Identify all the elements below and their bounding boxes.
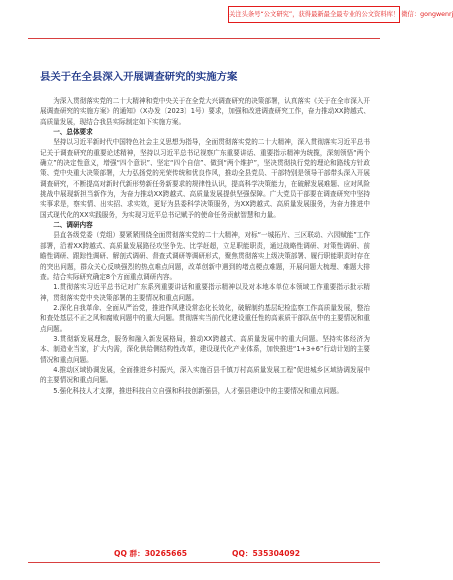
footer-rule [28, 562, 380, 563]
qq-number-label: QQ：535304092 [232, 549, 301, 558]
body-paragraph: 坚持以习近平新时代中国特色社会主义思想为指导，全面贯彻落实党的二十大精神，深入贯彻落实习近平总书记关于调查研究的重要论述精神，坚持以习近平总书记视察广东重要讲话、重要指示精神为统揽，深刻领悟“两个确立”的决定性意义，增强“四个意识”、坚定“四个自信”、做到“两个维护”，坚决贯彻执行党的理论和路线方针政策、党中央重大决策部署，大力弘扬党的光荣传统和优良作风，推动全县党员、干部特别是领导干部带头深入开展调查研究，不断提高对新时代新形势新任务新要求的规律性认识，提高科学决策能力，在破解发展难题、应对风险挑战中展现新担当新作为，为奋力推动XX跨越式、高质量发展提供坚强保障。广大党员干部要在调查研究中坚持实事求是，察实情、出实招、求实效，更好为县委科学决策服务，为XX跨越式、高质量发展服务，为奋力推进中国式现代化的XX实践服务，为实现习近平总书记赋予的使命任务贡献智慧和力量。 [40, 138, 370, 219]
promo-banner: 关注头条号“公文研究”，获得最新最全最专业的公文资料库！ 微信：gongwenrj [228, 6, 400, 23]
qq-group-label: QQ 群：30265665 [114, 549, 188, 558]
section-heading: 一、总体要求 [53, 128, 93, 137]
body-paragraph: 为深入贯彻落实党的二十大精神和党中央关于在全党大兴调查研究的决策部署，认真落实《关于在全市深入开展调查研究的实施方案》的通知》（X办发〔2023〕1号）要求，加强和改进调查研究工作，奋力推动XX跨越式、高质量发展，现结合我县实际制定如下实施方案。 [40, 97, 370, 126]
body-paragraph: 3.贯彻新发展理念，服务和融入新发展格局，推动XX跨越式、高质量发展中的重大问题。坚持实体经济为本、制造业当家，扩大内需，深化供给侧结构性改革，建设现代化产业体系，加快推进“1+3+6”行动计划的主要情况和重点问题。 [40, 334, 370, 364]
body-paragraph: 1.贯彻落实习近平总书记对广东系列重要讲话和重要指示精神以及对本地本单位本领域工作重要指示批示精神，贯彻落实党中央决策部署的主要情况和重点问题。 [40, 283, 370, 302]
footer [0, 547, 408, 561]
document-title: 县关于在全县深入开展调查研究的实施方案 [40, 71, 238, 83]
header-rule [28, 38, 380, 39]
section-heading: 二、调研内容 [53, 221, 93, 230]
document-body [40, 96, 370, 544]
body-paragraph: 4.推动区域协调发展，全面推进乡村振兴，深入实施百县千镇万村高质量发展工程”促进城乡区域协调发展中的主要情况和重点问题。 [40, 365, 370, 385]
body-paragraph: 县直各级党委（党组）要紧紧围绕全面贯彻落实党的二十大精神，对标“一城拓片、三区联动、六园赋能”工作部署，沿着XX跨越式、高质量发展路径攻坚争先、比学赶超，立足职能职责，通过战略性调研、对策性调研、前瞻性调研、跟踪性调研、解剖式调研、督查式调研等调研形式，聚焦贯彻落实上级决策部署、履行职能职责时存在的突出问题，群众关心反映强烈的热点难点问题，改革创新中遇到的堵点梗点难题，开展问题大梳理、难题大排查。结合实际研究确定8个方面重点调研内容。 [40, 231, 370, 281]
body-paragraph: 2.深化自我革命、全面从严治党，推进作风建设常态化长效化，破解制约基层纪检监察工作高质量发展，整治和查处基层不正之风和腐败问题中的重大问题。贯彻落实当前代化建设重任性的高素质干部队伍中的主要情况和重点问题。 [40, 303, 370, 333]
body-paragraph: 5.强化科技人才支撑，推进科技自立自强和科技创新强县，人才强县建设中的主要情况和重点问题。 [53, 386, 344, 395]
